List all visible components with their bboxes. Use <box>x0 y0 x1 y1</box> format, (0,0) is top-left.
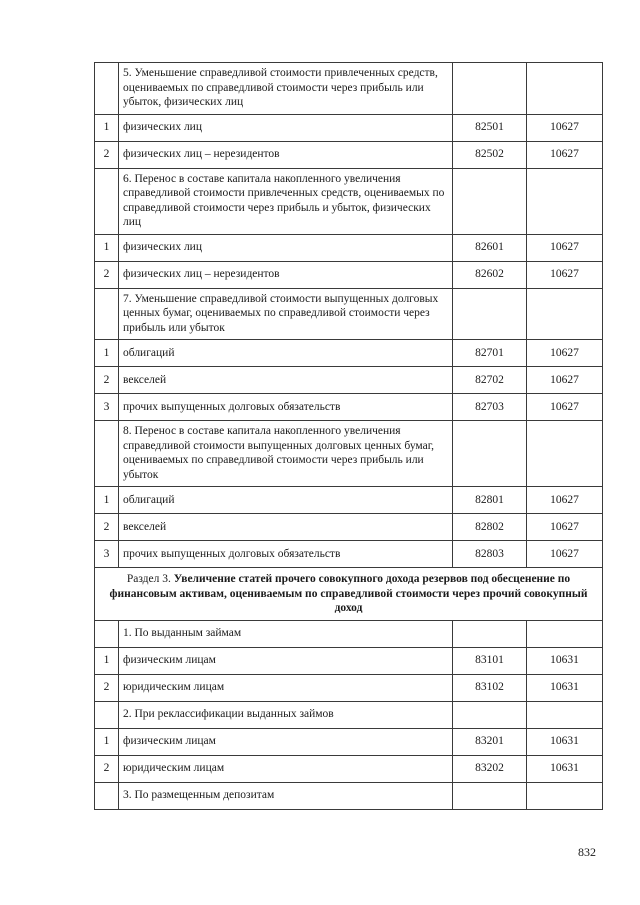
table-row <box>95 114 603 141</box>
reference-code-cell: 10627 <box>527 234 603 261</box>
table-row <box>95 647 603 674</box>
item-name-cell: прочих выпущенных долговых обязательств <box>119 394 453 421</box>
page-number: 832 <box>578 845 596 859</box>
item-name-cell: 7. Уменьшение справедливой стоимости выпущенных долговых ценных бумаг, оцениваемых по справедливой стоимости через прибыль или убыток <box>119 288 453 340</box>
reference-code-cell <box>527 701 603 728</box>
reference-code-cell <box>527 63 603 115</box>
account-code-cell <box>453 620 527 647</box>
item-name-cell: физическим лицам <box>119 728 453 755</box>
table-row <box>95 620 603 647</box>
row-number-cell <box>95 701 119 728</box>
item-name-cell: 8. Перенос в составе капитала накопленного увеличения справедливой стоимости выпущенных долговых ценных бумаг, оцениваемых по справедливой стоимости через прибыль или убыток <box>119 421 453 487</box>
reference-code-cell: 10627 <box>527 367 603 394</box>
row-number-cell: 2 <box>95 141 119 168</box>
account-code-cell: 82801 <box>453 487 527 514</box>
account-code-cell: 82703 <box>453 394 527 421</box>
reference-code-cell <box>527 168 603 234</box>
table-row <box>95 234 603 261</box>
row-number-cell <box>95 782 119 809</box>
row-number-cell: 1 <box>95 487 119 514</box>
row-number-cell: 2 <box>95 755 119 782</box>
account-code-cell <box>453 288 527 340</box>
reference-code-cell: 10627 <box>527 394 603 421</box>
item-name-cell: векселей <box>119 514 453 541</box>
table-row <box>95 782 603 809</box>
table-row <box>95 541 603 568</box>
row-number-cell: 3 <box>95 394 119 421</box>
reference-code-cell: 10627 <box>527 541 603 568</box>
section-title: Увеличение статей прочего совокупного дохода резервов под обесценение по финансовым активам, оцениваемым по справедливой стоимости через прочий совокупный доход <box>109 573 588 614</box>
table-row <box>95 701 603 728</box>
reference-code-cell <box>527 288 603 340</box>
item-name-cell: прочих выпущенных долговых обязательств <box>119 541 453 568</box>
reference-code-cell <box>527 782 603 809</box>
reference-code-cell: 10627 <box>527 340 603 367</box>
row-number-cell: 1 <box>95 728 119 755</box>
section-header-cell <box>95 568 603 621</box>
subheading-row <box>95 288 603 340</box>
table-row <box>95 487 603 514</box>
row-number-cell <box>95 620 119 647</box>
account-code-cell: 82602 <box>453 261 527 288</box>
row-number-cell <box>95 421 119 487</box>
account-code-cell <box>453 782 527 809</box>
item-name-cell: физических лиц – нерезидентов <box>119 141 453 168</box>
table-row <box>95 728 603 755</box>
account-code-cell <box>453 421 527 487</box>
row-number-cell <box>95 168 119 234</box>
reference-code-cell: 10631 <box>527 728 603 755</box>
account-code-cell: 83102 <box>453 674 527 701</box>
row-number-cell: 2 <box>95 514 119 541</box>
table-body-part-1 <box>95 63 603 568</box>
item-name-cell: физических лиц <box>119 234 453 261</box>
table-row <box>95 367 603 394</box>
section-header-row <box>95 568 603 621</box>
table-row <box>95 340 603 367</box>
account-code-cell: 82501 <box>453 114 527 141</box>
subheading-row <box>95 421 603 487</box>
row-number-cell: 1 <box>95 114 119 141</box>
reference-code-cell: 10627 <box>527 141 603 168</box>
table-body-part-2 <box>95 620 603 809</box>
reference-code-cell: 10627 <box>527 261 603 288</box>
reference-code-cell: 10627 <box>527 514 603 541</box>
item-name-cell: векселей <box>119 367 453 394</box>
item-name-cell: облигаций <box>119 340 453 367</box>
row-number-cell: 2 <box>95 674 119 701</box>
subheading-row <box>95 63 603 115</box>
item-name-cell: физическим лицам <box>119 647 453 674</box>
account-code-cell: 82701 <box>453 340 527 367</box>
item-name-cell: физических лиц <box>119 114 453 141</box>
row-number-cell: 2 <box>95 261 119 288</box>
subheading-row <box>95 168 603 234</box>
item-name-cell: 3. По размещенным депозитам <box>119 782 453 809</box>
table-row <box>95 141 603 168</box>
row-number-cell <box>95 288 119 340</box>
reference-code-cell <box>527 620 603 647</box>
row-number-cell <box>95 63 119 115</box>
item-name-cell: 2. При реклассификации выданных займов <box>119 701 453 728</box>
account-code-cell: 83101 <box>453 647 527 674</box>
section-header-group <box>95 568 603 621</box>
accounts-table <box>94 62 603 810</box>
account-code-cell: 82601 <box>453 234 527 261</box>
account-code-cell: 83202 <box>453 755 527 782</box>
reference-code-cell: 10627 <box>527 114 603 141</box>
reference-code-cell: 10631 <box>527 647 603 674</box>
reference-code-cell: 10631 <box>527 755 603 782</box>
account-code-cell: 83201 <box>453 728 527 755</box>
account-code-cell: 82502 <box>453 141 527 168</box>
item-name-cell: юридическим лицам <box>119 755 453 782</box>
section-prefix: Раздел 3. <box>126 573 174 585</box>
item-name-cell: физических лиц – нерезидентов <box>119 261 453 288</box>
item-name-cell: облигаций <box>119 487 453 514</box>
reference-code-cell: 10631 <box>527 674 603 701</box>
row-number-cell: 1 <box>95 647 119 674</box>
item-name-cell: юридическим лицам <box>119 674 453 701</box>
table-row <box>95 261 603 288</box>
reference-code-cell: 10627 <box>527 487 603 514</box>
table-row <box>95 674 603 701</box>
account-code-cell <box>453 168 527 234</box>
account-code-cell: 82803 <box>453 541 527 568</box>
item-name-cell: 1. По выданным займам <box>119 620 453 647</box>
account-code-cell: 82802 <box>453 514 527 541</box>
table-row <box>95 394 603 421</box>
item-name-cell: 6. Перенос в составе капитала накопленного увеличения справедливой стоимости привлеченных средств, оцениваемых по справедливой стоимости через прибыль и убыток, физических лиц <box>119 168 453 234</box>
row-number-cell: 3 <box>95 541 119 568</box>
account-code-cell: 82702 <box>453 367 527 394</box>
table-row <box>95 755 603 782</box>
account-code-cell <box>453 701 527 728</box>
row-number-cell: 1 <box>95 340 119 367</box>
row-number-cell: 2 <box>95 367 119 394</box>
row-number-cell: 1 <box>95 234 119 261</box>
reference-code-cell <box>527 421 603 487</box>
item-name-cell: 5. Уменьшение справедливой стоимости привлеченных средств, оцениваемых по справедливой стоимости через прибыль или убыток, физических лиц <box>119 63 453 115</box>
table-row <box>95 514 603 541</box>
account-code-cell <box>453 63 527 115</box>
